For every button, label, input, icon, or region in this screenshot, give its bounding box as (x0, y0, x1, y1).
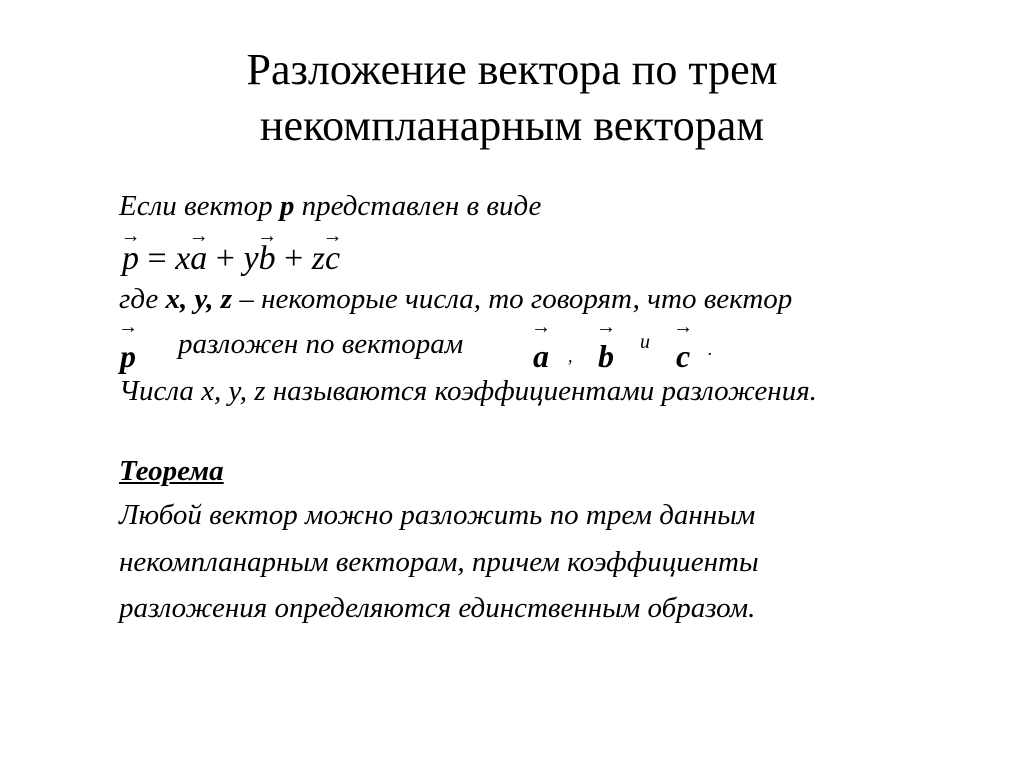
intro-line (119, 190, 541, 223)
where-line (119, 283, 792, 316)
intro-vector-p: p (279, 190, 295, 222)
vector-arrow-icon: → (596, 316, 616, 338)
decomposed-and: и (640, 331, 650, 353)
decomposed-vector-a: → a (531, 316, 551, 374)
intro-suffix: представлен в виде (294, 190, 542, 222)
theorem-line-2: некомпланарным векторам, причем коэффициенты (119, 546, 759, 578)
formula-equals: = (139, 240, 176, 277)
decomposed-vector-b: → b (596, 316, 616, 374)
decomposed-text: разложен по векторам (178, 328, 464, 360)
decomposed-period: . (708, 339, 713, 359)
where-suffix: – некоторые числа, то говорят, что вектор (232, 283, 793, 315)
coefficients-line: Числа x, y, z называются коэффициентами разложения. (119, 375, 817, 407)
theorem-heading: Теорема (119, 455, 224, 487)
theorem-line-1: Любой вектор можно разложить по трем данным (119, 499, 756, 531)
formula-coef-z: z (311, 240, 325, 277)
formula-plus: + (207, 240, 244, 277)
intro-prefix: Если вектор (119, 190, 280, 222)
where-vars: x, y, z (165, 283, 233, 315)
formula-vector-p: → p (120, 225, 141, 277)
formula-vector-a: → a (188, 225, 209, 277)
decomposed-vector-p: → p (118, 316, 138, 374)
where-prefix: где (119, 283, 166, 315)
theorem-line-3: разложения определяются единственным образом. (119, 592, 756, 624)
decomposed-comma: , (568, 346, 573, 366)
formula-vector-b: → b (257, 225, 278, 277)
vector-arrow-icon: → (120, 225, 141, 247)
vector-arrow-icon: → (322, 225, 343, 247)
slide-title-line-1: Разложение вектора по трем (246, 45, 778, 94)
vector-arrow-icon: → (257, 225, 278, 247)
formula-coef-y: y (243, 240, 259, 277)
vector-arrow-icon: → (188, 225, 209, 247)
decomposed-vector-c: → c (673, 316, 694, 374)
vector-arrow-icon: → (673, 316, 694, 338)
formula-plus: + (275, 240, 312, 277)
formula-coef-x: x (175, 240, 191, 277)
slide-title-line-2: некомпланарным векторам (259, 101, 765, 150)
vector-arrow-icon: → (531, 316, 551, 338)
formula-vector-c: → c (322, 225, 343, 277)
slide-title (0, 42, 1024, 154)
vector-arrow-icon: → (118, 316, 138, 338)
decomposition-formula (120, 225, 343, 278)
